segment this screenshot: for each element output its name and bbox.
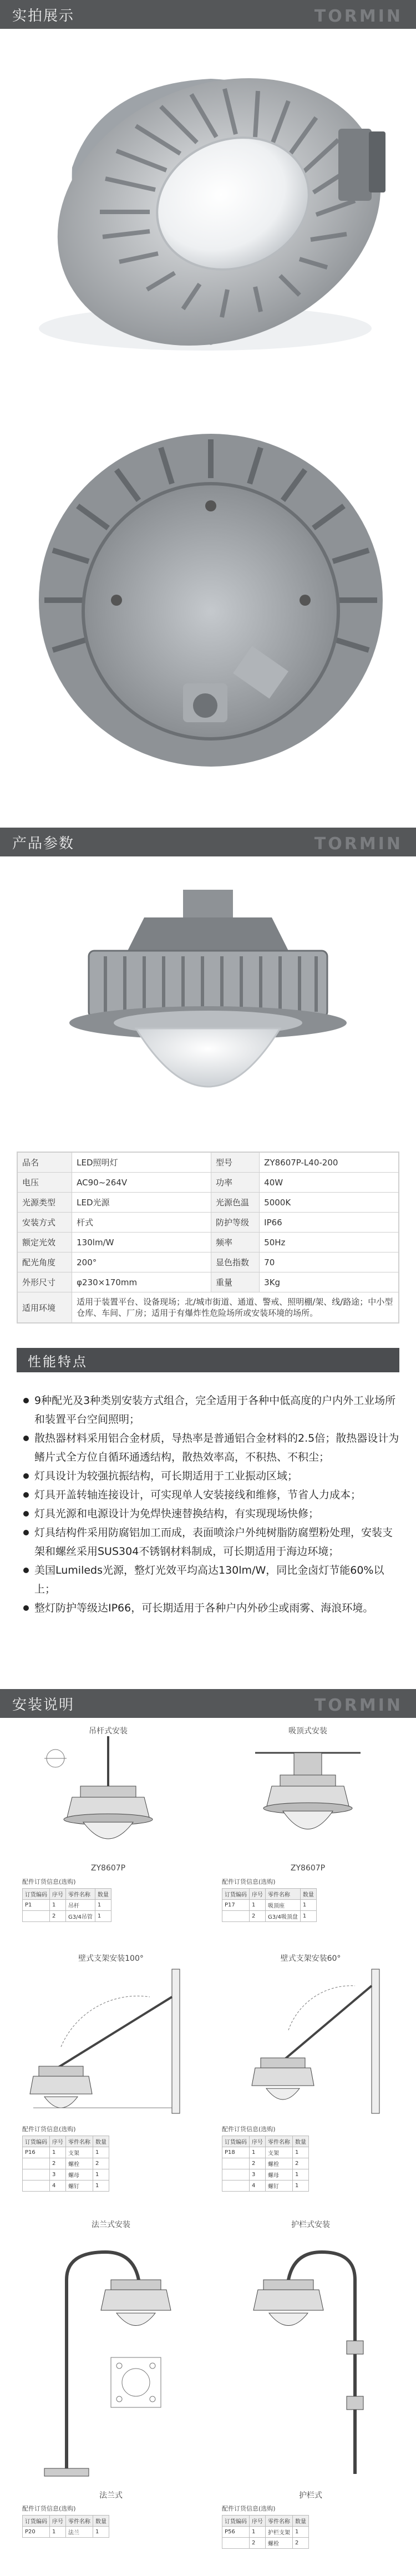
cell <box>222 1911 250 1922</box>
diagram-title: 壁式支架安装60° <box>280 1954 341 1963</box>
cell: 1 <box>293 2181 309 2192</box>
spec-value: 40W <box>260 1173 399 1193</box>
section-header-install <box>0 1689 416 1718</box>
accessory-table <box>222 2136 309 2192</box>
cell: 4 <box>250 2181 266 2192</box>
col-head: 序号 <box>50 1889 66 1900</box>
accessory-table-title: 配件订货信息(选购) <box>222 1878 276 1885</box>
install-diagram-guardrail <box>222 2219 399 2563</box>
accessory-table <box>22 2515 109 2538</box>
spec-value: 50Hz <box>260 1233 399 1252</box>
cell: 螺栓 <box>266 2538 293 2549</box>
col-head: 零件名称 <box>66 1889 95 1900</box>
accessory-table <box>22 1888 111 1922</box>
col-head: 序号 <box>250 2516 266 2527</box>
bottom-label: 护栏式 <box>299 2491 322 2500</box>
cell: 2 <box>250 2538 266 2549</box>
accessory-table-title: 配件订货信息(选购) <box>22 2505 76 2512</box>
accessory-table <box>22 2136 109 2192</box>
cell: G3/4吊管 <box>66 1911 95 1922</box>
spec-value: AC90~264V <box>72 1173 211 1193</box>
spec-value: φ230×170mm <box>72 1272 211 1292</box>
col-head: 零件名称 <box>266 2136 293 2147</box>
install-diagram-ceiling <box>222 1725 394 1936</box>
cell <box>23 1911 50 1922</box>
col-head: 数量 <box>95 1889 111 1900</box>
cell: 1 <box>293 2147 309 2158</box>
cell <box>23 2169 50 2181</box>
col-head: 订货编码 <box>222 2136 250 2147</box>
cell: 螺钉 <box>266 2181 293 2192</box>
spec-key: 额定光效 <box>18 1233 72 1252</box>
cell: P1 <box>23 1900 50 1911</box>
spec-row <box>18 1173 399 1193</box>
cell <box>222 2181 250 2192</box>
col-head: 数量 <box>293 2136 309 2147</box>
ceiling-drawing <box>222 1736 394 1858</box>
diagram-title: 吊杆式安装 <box>89 1727 128 1736</box>
model-label: ZY8607P <box>290 1864 326 1873</box>
col-head: 序号 <box>250 1889 266 1900</box>
cell: 3 <box>50 2169 66 2181</box>
cell: G3/4吸顶盘 <box>266 1911 301 1922</box>
install-diagram-pendant <box>22 1725 194 1936</box>
feature-item: 灯具光源和电源设计为免焊快速替换结构，有实现现场快修； <box>22 1504 399 1523</box>
feature-item: 灯具设计为较强抗振结构，可长期适用于工业振动区域； <box>22 1467 399 1485</box>
col-head: 订货编码 <box>222 1889 250 1900</box>
cell: 2 <box>50 2158 66 2169</box>
model-label: ZY8607P <box>90 1864 126 1873</box>
bottom-label: 法兰式 <box>99 2491 123 2500</box>
section-title: 安装说明 <box>12 1696 75 1713</box>
spec-value: 适用于装置平台、设备现场；北/城市街道、通道、警戒、照明棚/架、线/路途；中小型仓库、车间、厂房；适用于有爆炸性危险场所或安装环境的场所。 <box>72 1292 399 1323</box>
spec-value: 130lm/W <box>72 1233 211 1252</box>
spec-value: 70 <box>260 1252 399 1272</box>
cell: P56 <box>222 2527 250 2538</box>
spec-key: 显色指数 <box>211 1252 259 1272</box>
spec-table <box>17 1152 399 1324</box>
cell: 4 <box>50 2181 66 2192</box>
spec-key: 适用环境 <box>18 1292 72 1323</box>
cell: 1 <box>50 2147 66 2158</box>
spec-key: 安装方式 <box>18 1213 72 1233</box>
cell <box>23 2158 50 2169</box>
cell: P17 <box>222 1900 250 1911</box>
cell: 1 <box>300 1900 316 1911</box>
spec-value: LED光源 <box>72 1193 211 1213</box>
spec-row <box>18 1153 399 1173</box>
product-photo-top <box>0 29 416 417</box>
col-head: 订货编码 <box>222 2516 250 2527</box>
spec-row <box>18 1233 399 1252</box>
col-head: 数量 <box>93 2516 109 2527</box>
col-head: 零件名称 <box>266 1889 301 1900</box>
spec-value: 3Kg <box>260 1272 399 1292</box>
cell: 1 <box>50 2527 66 2538</box>
features-header <box>17 1348 399 1372</box>
spec-key: 防护等级 <box>211 1213 259 1233</box>
cell: 法兰 <box>66 2527 93 2538</box>
cell: 1 <box>293 2527 309 2538</box>
spec-row <box>18 1213 399 1233</box>
section-title: 产品参数 <box>12 835 75 852</box>
col-head: 订货编码 <box>23 2516 50 2527</box>
product-photo-bottom <box>0 417 416 828</box>
install-diagram-wall-100 <box>22 1953 200 2197</box>
cell: 1 <box>95 1900 111 1911</box>
spec-key: 光源类型 <box>18 1193 72 1213</box>
cell: 吊杆 <box>66 1900 95 1911</box>
diagram-title: 法兰式安装 <box>92 2220 130 2229</box>
spec-value: IP66 <box>260 1213 399 1233</box>
install-diagram-flange <box>22 2219 200 2563</box>
spec-key: 功率 <box>211 1173 259 1193</box>
col-head: 数量 <box>93 2136 109 2147</box>
col-head: 零件名称 <box>266 2516 293 2527</box>
cell <box>222 2158 250 2169</box>
cell <box>222 2169 250 2181</box>
wall-60-drawing <box>222 1964 399 2119</box>
cell: 1 <box>50 1900 66 1911</box>
cell: 支架 <box>266 2147 293 2158</box>
spec-value: 杆式 <box>72 1213 211 1233</box>
cell: 吸顶座 <box>266 1900 301 1911</box>
accessory-table-title: 配件订货信息(选购) <box>222 2126 276 2133</box>
cell: 2 <box>250 1911 266 1922</box>
cell: 螺母 <box>266 2169 293 2181</box>
col-head: 零件名称 <box>66 2516 93 2527</box>
install-diagram-wall-60 <box>222 1953 399 2197</box>
guardrail-drawing <box>222 2230 399 2485</box>
spec-row <box>18 1193 399 1213</box>
cell: 1 <box>95 1911 111 1922</box>
cell: 1 <box>93 2181 109 2192</box>
feature-item: 美国Lumileds光源，整灯光效平均高达130lm/W，同比金卤灯节能60%以上； <box>22 1561 399 1599</box>
spec-key: 重量 <box>211 1272 259 1292</box>
cell: 2 <box>50 1911 66 1922</box>
feature-item: 整灯防护等级达IP66，可长期适用于各种户内外砂尘或雨雾、海浪环境。 <box>22 1599 399 1617</box>
diagram-title: 吸顶式安装 <box>288 1727 327 1736</box>
cell <box>23 2181 50 2192</box>
accessory-table-title: 配件订货信息(选购) <box>22 1878 76 1885</box>
feature-item: 灯具结构件采用防腐铝加工而成，表面喷涂户外纯树脂防腐塑粉处理，安装支架和螺丝采用SUS304不锈钢材料制成，可长期适用于海边环境； <box>22 1523 399 1561</box>
cell: P18 <box>222 2147 250 2158</box>
section-header-photos <box>0 0 416 29</box>
flange-drawing <box>22 2230 200 2485</box>
accessory-table <box>222 2515 309 2549</box>
col-head: 订货编码 <box>23 1889 50 1900</box>
section-title: 实拍展示 <box>12 7 75 24</box>
section-header-params <box>0 828 416 856</box>
cell: P20 <box>23 2527 50 2538</box>
cell: 螺栓 <box>266 2158 293 2169</box>
accessory-table <box>222 1888 317 1922</box>
col-head: 数量 <box>300 1889 316 1900</box>
feature-item: 灯具开盖转轴连接设计，可实现单人安装接线和维修，节省人力成本； <box>22 1485 399 1504</box>
spec-key: 型号 <box>211 1153 259 1173</box>
spec-value: 200° <box>72 1252 211 1272</box>
cell: 1 <box>250 2527 266 2538</box>
cell: 护栏支架 <box>266 2527 293 2538</box>
spec-value: LED照明灯 <box>72 1153 211 1173</box>
col-head: 序号 <box>50 2136 66 2147</box>
features-title: 性能特点 <box>28 1353 88 1370</box>
cell: 2 <box>293 2158 309 2169</box>
brand-logo: TORMIN <box>314 834 403 854</box>
cell: 1 <box>93 2527 109 2538</box>
spec-key: 配光角度 <box>18 1252 72 1272</box>
cell: 1 <box>93 2169 109 2181</box>
cell: 1 <box>300 1911 316 1922</box>
diagram-title: 壁式支架安装100° <box>78 1954 144 1963</box>
cell: P16 <box>23 2147 50 2158</box>
brand-logo: TORMIN <box>314 1696 403 1715</box>
pendant-drawing <box>22 1736 194 1858</box>
spec-key: 外形尺寸 <box>18 1272 72 1292</box>
col-head: 序号 <box>250 2136 266 2147</box>
cell: 3 <box>250 2169 266 2181</box>
spec-value: ZY8607P-L40-200 <box>260 1153 399 1173</box>
spec-key: 品名 <box>18 1153 72 1173</box>
cell: 1 <box>250 1900 266 1911</box>
cell: 支架 <box>66 2147 93 2158</box>
cell: 2 <box>250 2158 266 2169</box>
cell: 2 <box>93 2158 109 2169</box>
cell <box>222 2538 250 2549</box>
spec-value: 5000K <box>260 1193 399 1213</box>
cell: 2 <box>293 2538 309 2549</box>
cell: 螺栓 <box>66 2158 93 2169</box>
cell: 1 <box>250 2147 266 2158</box>
accessory-table-title: 配件订货信息(选购) <box>222 2505 276 2512</box>
col-head: 订货编码 <box>23 2136 50 2147</box>
col-head: 数量 <box>293 2516 309 2527</box>
accessory-table-title: 配件订货信息(选购) <box>22 2126 76 2133</box>
cell: 1 <box>93 2147 109 2158</box>
cell: 1 <box>293 2169 309 2181</box>
cell: 螺母 <box>66 2169 93 2181</box>
feature-item: 散热器材料采用铝合金材质，导热率是普通铝合金材料的2.5倍；散热器设计为鳍片式全方位自循环通透结构，散热效率高，不积热、不积尘； <box>22 1429 399 1467</box>
spec-row-usage <box>18 1292 399 1323</box>
spec-key: 频率 <box>211 1233 259 1252</box>
col-head: 序号 <box>50 2516 66 2527</box>
spec-key: 光源色温 <box>211 1193 259 1213</box>
features-list <box>22 1391 399 1617</box>
spec-row <box>18 1252 399 1272</box>
spec-key: 电压 <box>18 1173 72 1193</box>
cell: 螺钉 <box>66 2181 93 2192</box>
spec-row <box>18 1272 399 1292</box>
brand-logo: TORMIN <box>314 7 403 26</box>
diagram-title: 护栏式安装 <box>291 2220 330 2229</box>
wall-100-drawing <box>22 1964 200 2119</box>
feature-item: 9种配光及3种类别安装方式组合，完全适用于各种中低高度的户内外工业场所和装置平台空间照明； <box>22 1391 399 1429</box>
col-head: 零件名称 <box>66 2136 93 2147</box>
product-image-params <box>0 856 416 1145</box>
